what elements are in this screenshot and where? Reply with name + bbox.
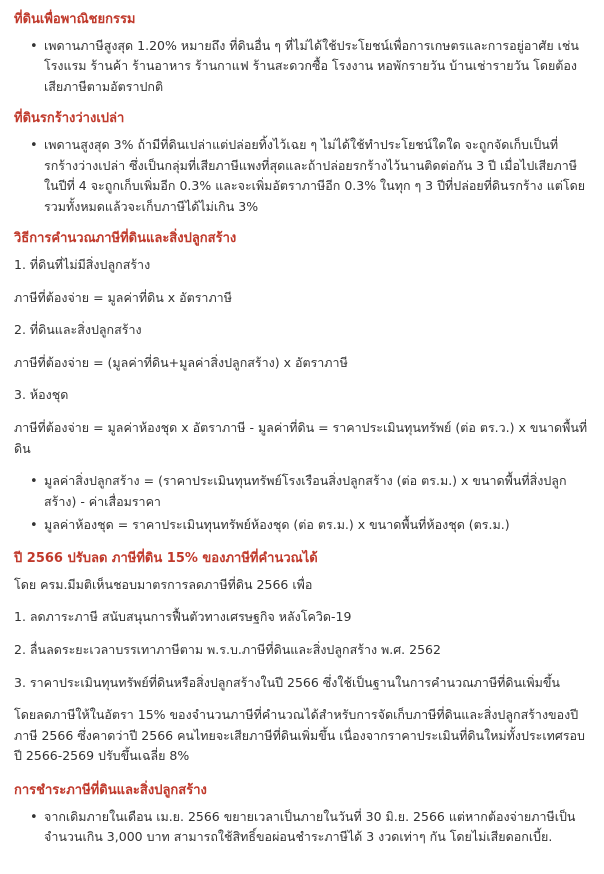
paragraph: 2. ลื่นลดระยะเวลาบรรเทาภาษีตาม พ.ร.บ.ภาษีที่ดินและสิ่งปลูกสร้าง พ.ศ. 2562 — [14, 641, 441, 657]
paragraph: 2. ที่ดินและสิ่งปลูกสร้าง — [14, 322, 142, 338]
section-year-2566-reduction — [14, 549, 590, 767]
section-calculation-method — [14, 229, 590, 535]
list-item: • มูลค่าห้องชุด = ราคาประเมินทุนทรัพย์ห้องชุด (ต่อ ตร.ม.) x ขนาดพื้นที่ห้องชุด (ตร.ม.) — [44, 515, 590, 536]
bullet-list — [14, 471, 590, 535]
list-item: • เพดานสูงสุด 3% ถ้ามีที่ดินเปล่าแต่ปล่อยทิ้งไว้เฉย ๆ ไม่ได้ใช้ทำประโยชน์ใดใด จะถูกจัดเก็บเป็นที่รกร้างว่างเปล่า ซึ่งเป็นกลุ่มที่เสียภาษีแพงที่สุดและถ้าปล่อยรกร้างไว้นานติดต่อกัน 3 ปี เมื่อไปเสียภาษีในปีที่ 4 จะถูกเก็บเพิ่มอีก 0.3% และจะเพิ่มอัตราภาษีอีก 0.3% ในทุก ๆ 3 ปีที่ปล่อยที่ดินรกร้าง แต่โดยรวมทั้งหมดแล้วจะเก็บภาษีได้ไม่เกิน 3% — [44, 135, 590, 218]
bullet-list — [14, 135, 590, 218]
bullet-list — [14, 36, 590, 98]
section-heading: ที่ดินรกร้างว่างเปล่า — [14, 111, 125, 127]
paragraph: 1. ที่ดินที่ไม่มีสิ่งปลูกสร้าง — [14, 256, 151, 272]
section-heading: วิธีการคำนวณภาษีที่ดินและสิ่งปลูกสร้าง — [14, 231, 237, 247]
paragraph-closing: โดยลดภาษีให้ในอัตรา 15% ของจำนวนภาษีที่คำนวณได้สำหรับการจัดเก็บภาษีที่ดินและสิ่งปลูกสร้างของปีภาษี 2566 ซึ่งคาดว่าปี 2566 คนไทยจะเสียภาษีที่ดินเพิ่มขึ้น เนื่องจากราคาประเมินที่ดินใหม่ทั้งประเทศรอบปี 2566-2569 ปรับขึ้นเฉลี่ย 8% — [14, 707, 585, 764]
paragraph: 3. ราคาประเมินทุนทรัพย์ที่ดินหรือสิ่งปลูกสร้างในปี 2566 ซึ่งใช้เป็นฐานในการคำนวณภาษีที่ดินเพิ่มขึ้น — [14, 674, 560, 690]
paragraph: ภาษีที่ต้องจ่าย = มูลค่าที่ดิน x อัตราภาษี — [14, 289, 232, 305]
paragraph: ภาษีที่ต้องจ่าย = มูลค่าห้องชุด x อัตราภาษี - มูลค่าที่ดิน = ราคาประเมินทุนทรัพย์ (ต่อ ตร.ว.) x ขนาดพื้นที่ดิน — [14, 420, 588, 456]
bullet-list — [14, 807, 590, 848]
paragraph: 3. ห้องชุด — [14, 387, 69, 403]
section-heading: ที่ดินเพื่อพาณิชยกรรม — [14, 12, 136, 27]
section-commercial-land — [14, 10, 590, 97]
list-item: • เพดานภาษีสูงสุด 1.20% หมายถึง ที่ดินอื่น ๆ ที่ไม่ได้ใช้ประโยชน์เพื่อการเกษตรและการอยู่อาศัย เช่น โรงแรม ร้านค้า ร้านอาหาร ร้านกาแฟ ร้านสะดวกซื้อ โรงงาน หอพักรายวัน บ้านเช่ารายวัน โดยต้องเสียภาษีตามอัตราปกติ — [44, 36, 590, 98]
list-item: • จากเดิมภายในเดือน เม.ย. 2566 ขยายเวลาเป็นภายในวันที่ 30 มิ.ย. 2566 แต่หากต้องจ่ายภาษีเป็นจำนวนเกิน 3,000 บาท สามารถใช้สิทธิ์ขอผ่อนชำระภาษีได้ 3 งวดเท่าๆ กัน โดยไม่เสียดอกเบี้ย. — [44, 807, 590, 848]
section-payment — [14, 781, 590, 848]
list-item: • มูลค่าสิ่งปลูกสร้าง = (ราคาประเมินทุนทรัพย์โรงเรือนสิ่งปลูกสร้าง (ต่อ ตร.ม.) x ขนาดพื้นที่สิ่งปลูกสร้าง) - ค่าเสื่อมราคา — [44, 471, 590, 512]
paragraph-intro: โดย ครม.มีมติเห็นชอบมาตรการลดภาษีที่ดิน 2566 เพื่อ — [14, 576, 313, 592]
section-heading: การชำระภาษีที่ดินและสิ่งปลูกสร้าง — [14, 783, 207, 798]
section-heading: ปี 2566 ปรับลด ภาษีที่ดิน 15% ของภาษีที่คำนวณได้ — [14, 551, 318, 567]
paragraph: ภาษีที่ต้องจ่าย = (มูลค่าที่ดิน+มูลค่าสิ่งปลูกสร้าง) x อัตราภาษี — [14, 354, 348, 370]
paragraph: 1. ลดภาระภาษี สนับสนุนการฟื้นตัวทางเศรษฐกิจ หลังโควิด-19 — [14, 609, 352, 625]
section-vacant-land — [14, 109, 590, 217]
